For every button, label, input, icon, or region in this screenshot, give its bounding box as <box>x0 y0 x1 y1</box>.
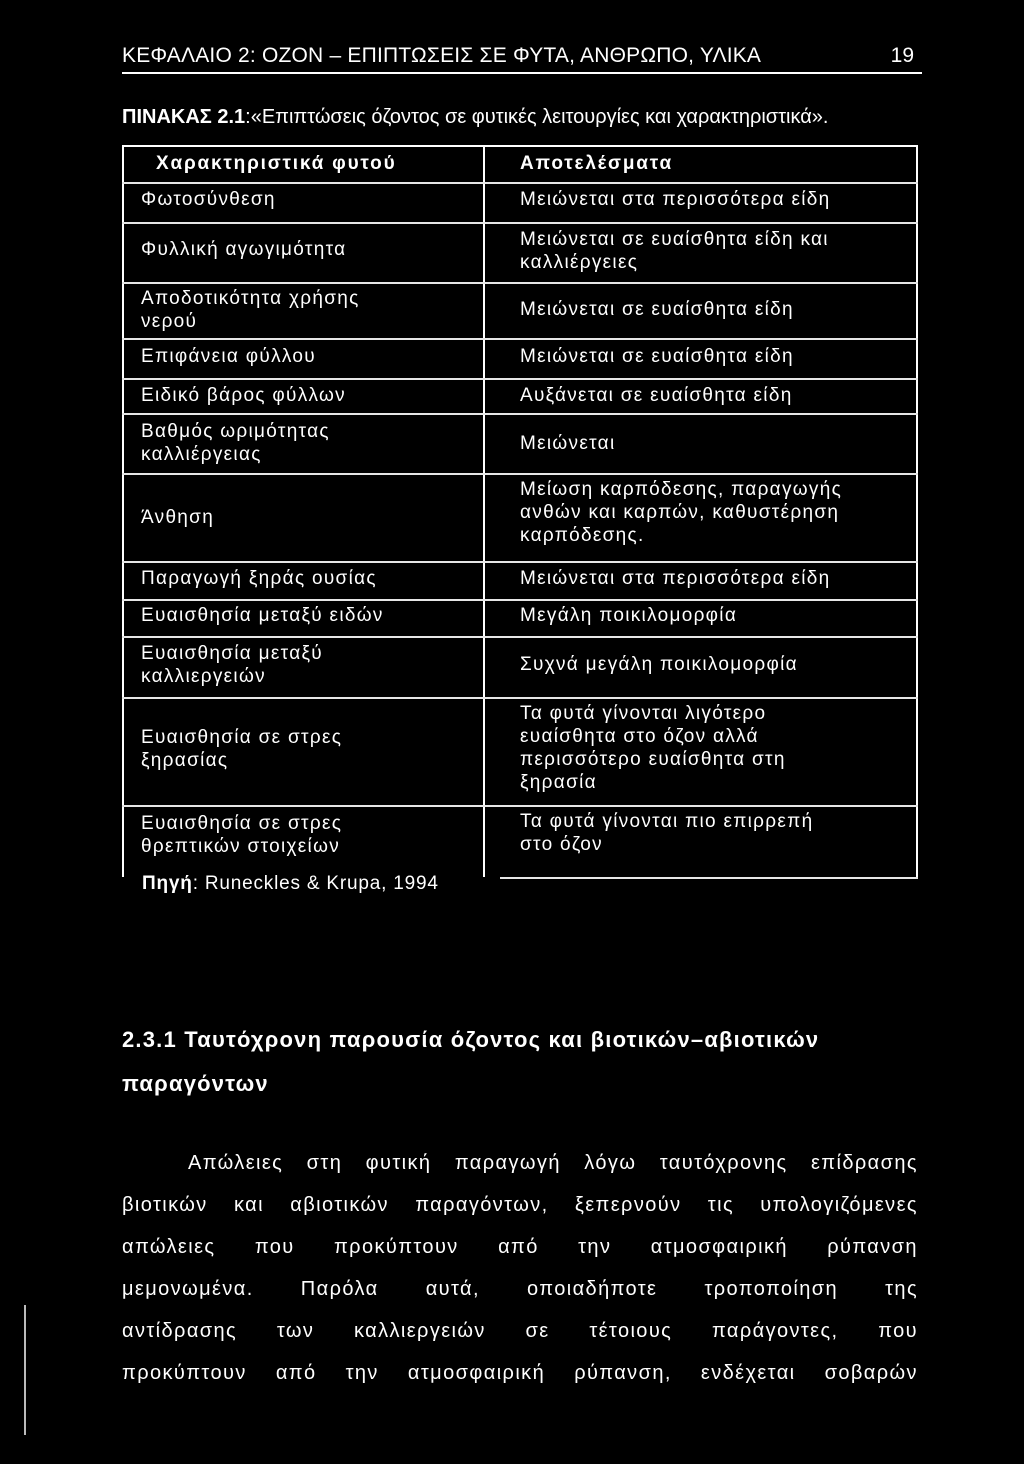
paragraph-word: σε <box>525 1320 550 1342</box>
header-rule <box>122 72 922 74</box>
paragraph-word: τέτοιους <box>589 1320 673 1342</box>
table-cell-characteristic: Αποδοτικότητα χρήσης νερού <box>141 288 360 332</box>
paragraph-word: αβιοτικών <box>290 1194 389 1216</box>
paragraph-word: καλλιεργειών <box>353 1320 486 1342</box>
paragraph-word: από <box>498 1236 539 1258</box>
table-cell-characteristic: Παραγωγή ξηράς ουσίας <box>141 568 377 589</box>
table-bottom-border <box>500 877 918 879</box>
table-cell-characteristic: Ευαισθησία σε στρες θρεπτικών στοιχείων <box>141 813 343 857</box>
table-cell-characteristic: Φυλλική αγωγιμότητα <box>141 239 347 260</box>
table-cell-characteristic: Ειδικό βάρος φύλλων <box>141 385 346 406</box>
margin-rule <box>24 1305 26 1435</box>
paragraph-word: ατμοσφαιρική <box>650 1236 788 1258</box>
table-cell-result: Μειώνεται στα περισσότερα είδη <box>520 568 831 589</box>
table-caption-label: ΠΙΝΑΚΑΣ 2.1 <box>122 106 246 128</box>
table-column-divider <box>483 145 485 877</box>
paragraph-word: παραγωγή <box>454 1152 561 1174</box>
paragraph-word: φυτική <box>365 1152 432 1174</box>
table-cell-result: Συχνά μεγάλη ποικιλομορφία <box>520 654 798 675</box>
paragraph-line <box>122 1236 918 1278</box>
table-cell-characteristic: Επιφάνεια φύλλου <box>141 346 316 367</box>
table-cell-result: Αυξάνεται σε ευαίσθητα είδη <box>520 385 793 406</box>
paragraph-line <box>122 1278 918 1320</box>
table-row-divider <box>122 473 918 475</box>
section-heading-line: παραγόντων <box>122 1071 269 1096</box>
paragraph-word: παράγοντες, <box>711 1320 839 1342</box>
paragraph-word: ταυτόχρονης <box>659 1152 788 1174</box>
table-header-result: Αποτελέσματα <box>520 153 673 174</box>
paragraph-word: οποιαδήποτε <box>527 1278 658 1300</box>
paragraph-word: ρύπανση <box>827 1236 918 1258</box>
table-cell-characteristic: Βαθμός ωριμότητας καλλιέργειας <box>141 421 330 465</box>
paragraph-word: ξεπερνούν <box>574 1194 682 1216</box>
chapter-title: ΚΕΦΑΛΑΙΟ 2: ΟΖΟΝ – ΕΠΙΠΤΩΣΕΙΣ ΣΕ ΦΥΤΑ, ΑΝΘΡΩΠΟ, ΥΛΙΚΑ <box>122 44 762 67</box>
table-cell-result: Μειώνεται σε ευαίσθητα είδη και καλλιέργειες <box>520 229 829 273</box>
table-cell-result: Τα φυτά γίνονται πιο επιρρεπή στο όζον <box>520 811 814 855</box>
paragraph-word: βιοτικών <box>122 1194 208 1216</box>
paragraph-word: λόγω <box>584 1152 637 1174</box>
table-cell-result: Μείωση καρπόδεσης, παραγωγής ανθών και καρπών, καθυστέρηση καρπόδεσης. <box>520 479 843 546</box>
paragraph-word: την <box>345 1362 379 1384</box>
paragraph-word: που <box>878 1320 918 1342</box>
table-row-divider <box>122 338 918 340</box>
table-row-divider <box>122 413 918 415</box>
table-source <box>142 873 439 895</box>
paragraph-word: Παρόλα <box>300 1278 379 1300</box>
paragraph-word: σοβαρών <box>824 1362 918 1384</box>
paragraph-word: παραγόντων, <box>415 1194 549 1216</box>
paragraph-line <box>122 1194 918 1236</box>
paragraph-word: επίδρασης <box>810 1152 918 1174</box>
paragraph-word: υπολογιζόμενες <box>760 1194 918 1216</box>
body-paragraph <box>122 1152 918 1404</box>
table-cell-characteristic: Άνθηση <box>141 507 215 528</box>
page-number: 19 <box>890 44 914 67</box>
table-cell-result: Μειώνεται σε ευαίσθητα είδη <box>520 299 794 320</box>
table-header-characteristic: Χαρακτηριστικά φυτού <box>156 153 397 174</box>
section-heading-line: 2.3.1 Ταυτόχρονη παρουσία όζοντος και βιοτικών–αβιοτικών <box>122 1027 820 1052</box>
running-header <box>122 44 922 76</box>
paragraph-word: τροποποίηση <box>704 1278 839 1300</box>
source-label: Πηγή <box>142 873 193 894</box>
paragraph-word: αυτά, <box>425 1278 480 1300</box>
paragraph-line <box>122 1362 918 1404</box>
table-right-border <box>916 145 918 879</box>
table-row-divider <box>122 561 918 563</box>
table-row-divider <box>122 697 918 699</box>
table-row-divider <box>122 378 918 380</box>
table-row-divider <box>122 282 918 284</box>
source-text: : Runeckles & Krupa, 1994 <box>192 873 439 894</box>
paragraph-word: από <box>275 1362 317 1384</box>
paragraph-word: τις <box>707 1194 734 1216</box>
table-row-divider <box>122 182 918 184</box>
table-cell-result: Μειώνεται <box>520 433 616 454</box>
table-cell-result: Μεγάλη ποικιλομορφία <box>520 605 738 626</box>
paragraph-word: ενδέχεται <box>700 1362 796 1384</box>
paragraph-word: της <box>885 1278 918 1300</box>
table-cell-result: Μειώνεται στα περισσότερα είδη <box>520 189 831 210</box>
paragraph-word: ατμοσφαιρική <box>407 1362 546 1384</box>
table-cell-characteristic: Ευαισθησία σε στρες ξηρασίας <box>141 727 343 771</box>
table-caption <box>122 106 828 129</box>
paragraph-line <box>122 1152 918 1194</box>
table-row-divider <box>122 599 918 601</box>
paragraph-word: Απώλειες <box>188 1152 284 1174</box>
table-row-divider <box>122 222 918 224</box>
paragraph-word: απώλειες <box>122 1236 216 1258</box>
table-cell-result: Τα φυτά γίνονται λιγότερο ευαίσθητα στο όζον αλλά περισσότερο ευαίσθητα στη ξηρασία <box>520 703 786 793</box>
paragraph-word: την <box>578 1236 612 1258</box>
table-cell-characteristic: Φωτοσύνθεση <box>141 189 276 210</box>
table-cell-characteristic: Ευαισθησία μεταξύ ειδών <box>141 605 384 626</box>
table-cell-result: Μειώνεται σε ευαίσθητα είδη <box>520 346 794 367</box>
paragraph-word: ρύπανση, <box>574 1362 672 1384</box>
paragraph-word: στη <box>306 1152 343 1174</box>
paragraph-word: και <box>234 1194 264 1216</box>
paragraph-word: που <box>254 1236 295 1258</box>
table-row-divider <box>122 636 918 638</box>
paragraph-line <box>122 1320 918 1362</box>
paragraph-word: προκύπτουν <box>122 1362 247 1384</box>
paragraph-word: των <box>276 1320 315 1342</box>
table-caption-text: :«Επιπτώσεις όζοντος σε φυτικές λειτουργίες και χαρακτηριστικά». <box>245 106 829 128</box>
paragraph-word: προκύπτουν <box>333 1236 459 1258</box>
table-row-divider <box>122 805 918 807</box>
section-heading <box>122 1018 922 1106</box>
table-cell-characteristic: Ευαισθησία μεταξύ καλλιεργειών <box>141 643 323 687</box>
paragraph-word: αντίδρασης <box>122 1320 238 1342</box>
paragraph-word: μεμονωμένα. <box>122 1278 254 1300</box>
